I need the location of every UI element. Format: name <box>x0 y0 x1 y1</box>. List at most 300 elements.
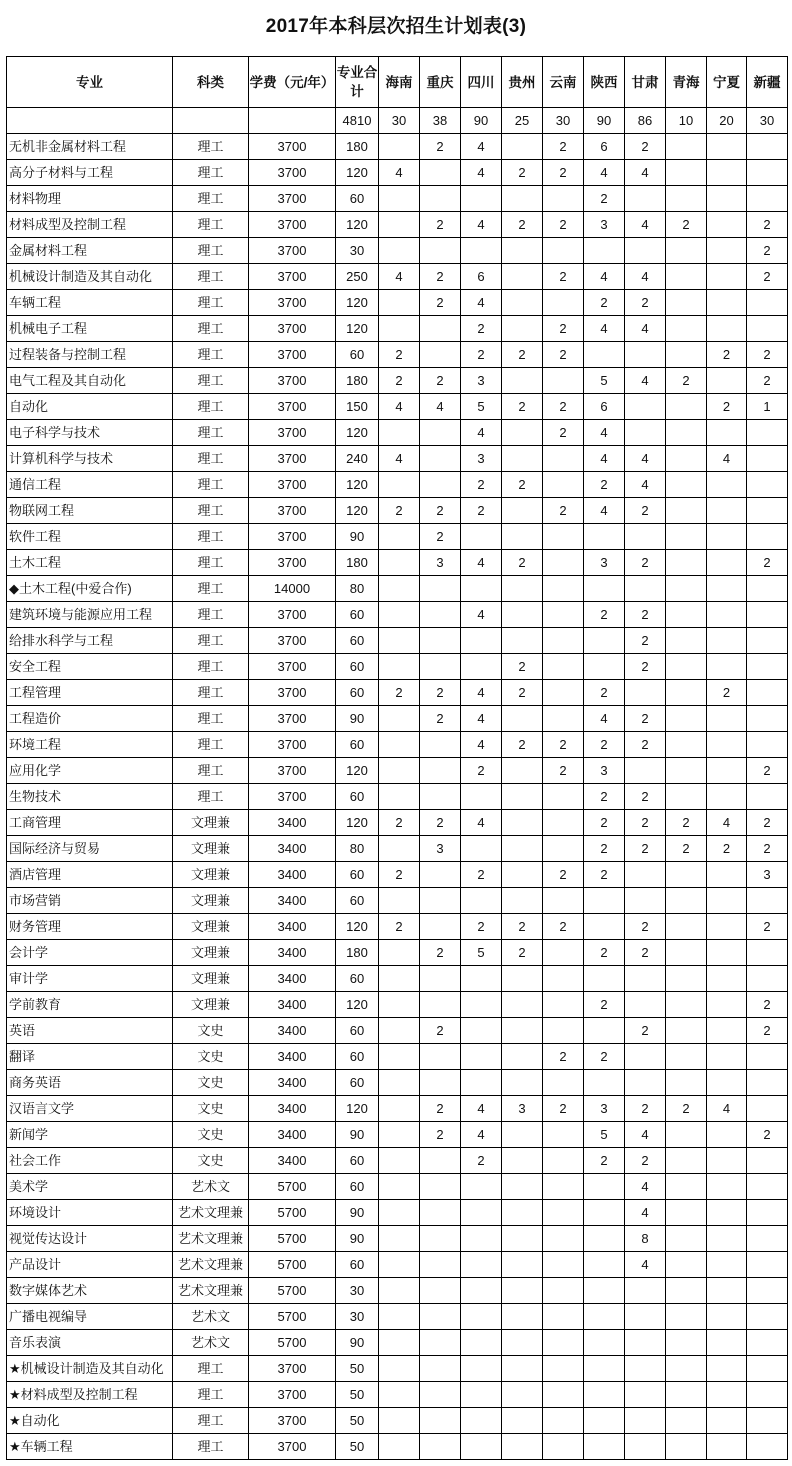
province-cell <box>502 758 543 784</box>
table-row <box>7 576 788 602</box>
fee-cell: 3700 <box>249 446 336 472</box>
province-cell <box>707 472 747 498</box>
province-cell <box>666 914 707 940</box>
major-cell: ◆土木工程(中爱合作) <box>7 576 173 602</box>
province-cell: 2 <box>379 368 420 394</box>
province-cell <box>707 212 747 238</box>
province-cell: 4 <box>461 810 502 836</box>
province-cell <box>420 1304 461 1330</box>
province-cell: 4 <box>461 134 502 160</box>
province-cell <box>461 966 502 992</box>
province-cell <box>666 290 707 316</box>
province-cell: 4 <box>584 160 625 186</box>
province-cell: 2 <box>461 472 502 498</box>
province-cell: 4 <box>584 706 625 732</box>
province-cell <box>625 342 666 368</box>
major-cell: 酒店管理 <box>7 862 173 888</box>
fee-cell: 3700 <box>249 654 336 680</box>
fee-cell: 3700 <box>249 706 336 732</box>
table-row <box>7 1200 788 1226</box>
major-cell: 会计学 <box>7 940 173 966</box>
province-cell <box>420 1330 461 1356</box>
province-cell: 2 <box>461 1148 502 1174</box>
major-cell: 学前教育 <box>7 992 173 1018</box>
province-cell <box>584 342 625 368</box>
total-cell: 180 <box>336 550 379 576</box>
province-cell: 4 <box>379 446 420 472</box>
province-cell: 4 <box>379 160 420 186</box>
province-cell <box>666 238 707 264</box>
category-cell: 文理兼 <box>173 992 249 1018</box>
province-cell <box>379 212 420 238</box>
province-cell: 2 <box>625 836 666 862</box>
province-cell <box>461 1304 502 1330</box>
province-cell: 2 <box>584 862 625 888</box>
header-category: 科类 <box>173 57 249 108</box>
fee-cell: 3700 <box>249 290 336 316</box>
province-cell <box>379 706 420 732</box>
province-cell <box>666 654 707 680</box>
fee-cell: 3700 <box>249 212 336 238</box>
major-cell: 审计学 <box>7 966 173 992</box>
table-row <box>7 862 788 888</box>
province-cell: 2 <box>584 836 625 862</box>
major-cell: 广播电视编导 <box>7 1304 173 1330</box>
province-cell <box>420 1408 461 1434</box>
total-cell: 250 <box>336 264 379 290</box>
fee-cell: 3700 <box>249 1356 336 1382</box>
header-total: 专业合计 <box>336 57 379 108</box>
table-row <box>7 1408 788 1434</box>
province-cell: 6 <box>584 394 625 420</box>
province-cell: 2 <box>502 342 543 368</box>
province-cell <box>543 290 584 316</box>
province-cell <box>747 446 788 472</box>
province-cell <box>502 628 543 654</box>
province-cell <box>379 1174 420 1200</box>
province-cell: 2 <box>502 160 543 186</box>
province-cell: 2 <box>420 264 461 290</box>
province-cell <box>420 446 461 472</box>
province-cell <box>502 1356 543 1382</box>
major-cell: 汉语言文学 <box>7 1096 173 1122</box>
province-cell: 2 <box>584 1044 625 1070</box>
province-cell <box>625 758 666 784</box>
province-cell <box>420 1044 461 1070</box>
province-cell <box>420 186 461 212</box>
province-cell <box>584 1278 625 1304</box>
province-cell: 2 <box>543 758 584 784</box>
province-cell <box>379 732 420 758</box>
province-total: 90 <box>461 108 502 134</box>
province-cell <box>543 1122 584 1148</box>
province-cell: 2 <box>584 784 625 810</box>
province-cell <box>502 1304 543 1330</box>
major-cell: 环境工程 <box>7 732 173 758</box>
fee-cell: 3700 <box>249 420 336 446</box>
total-cell: 120 <box>336 810 379 836</box>
province-cell <box>543 524 584 550</box>
table-row <box>7 160 788 186</box>
major-cell: ★材料成型及控制工程 <box>7 1382 173 1408</box>
province-cell: 2 <box>379 810 420 836</box>
province-cell <box>666 186 707 212</box>
province-cell <box>502 238 543 264</box>
province-cell: 2 <box>420 290 461 316</box>
province-cell <box>666 316 707 342</box>
fee-cell: 3700 <box>249 602 336 628</box>
province-cell: 2 <box>584 472 625 498</box>
province-cell <box>666 888 707 914</box>
province-cell <box>747 472 788 498</box>
category-cell: 文史 <box>173 1148 249 1174</box>
category-cell: 文理兼 <box>173 966 249 992</box>
province-cell <box>584 1174 625 1200</box>
province-cell: 2 <box>420 940 461 966</box>
province-cell <box>502 1070 543 1096</box>
table-row <box>7 628 788 654</box>
province-cell <box>666 1044 707 1070</box>
province-cell <box>543 888 584 914</box>
province-cell <box>747 966 788 992</box>
province-cell <box>420 316 461 342</box>
province-cell <box>379 1304 420 1330</box>
province-cell <box>747 1174 788 1200</box>
province-cell <box>584 628 625 654</box>
total-cell: 80 <box>336 576 379 602</box>
total-cell: 30 <box>336 1278 379 1304</box>
header-row <box>7 57 788 108</box>
province-cell: 4 <box>625 1200 666 1226</box>
province-cell <box>379 1408 420 1434</box>
province-cell <box>502 1434 543 1460</box>
fee-cell: 5700 <box>249 1304 336 1330</box>
province-cell: 8 <box>625 1226 666 1252</box>
province-cell: 2 <box>625 498 666 524</box>
province-cell: 2 <box>543 1044 584 1070</box>
province-cell <box>707 1018 747 1044</box>
province-cell <box>461 1252 502 1278</box>
province-cell <box>543 810 584 836</box>
province-cell <box>420 1252 461 1278</box>
header-province: 贵州 <box>502 57 543 108</box>
province-cell <box>461 1018 502 1044</box>
province-cell: 4 <box>625 472 666 498</box>
province-cell <box>747 134 788 160</box>
category-cell: 理工 <box>173 1408 249 1434</box>
province-cell <box>502 524 543 550</box>
province-cell: 2 <box>543 914 584 940</box>
total-cell: 120 <box>336 1096 379 1122</box>
province-cell <box>461 1408 502 1434</box>
table-row <box>7 472 788 498</box>
province-cell <box>420 1226 461 1252</box>
province-cell <box>666 732 707 758</box>
province-cell <box>543 1382 584 1408</box>
major-cell: 翻译 <box>7 1044 173 1070</box>
province-cell: 4 <box>707 1096 747 1122</box>
category-cell: 文理兼 <box>173 888 249 914</box>
province-cell: 2 <box>543 134 584 160</box>
header-province: 海南 <box>379 57 420 108</box>
province-cell <box>707 160 747 186</box>
province-cell: 4 <box>625 1174 666 1200</box>
page-title: 2017年本科层次招生计划表(3) <box>265 16 527 37</box>
province-cell <box>379 524 420 550</box>
total-cell: 90 <box>336 1122 379 1148</box>
province-cell <box>461 1278 502 1304</box>
province-cell <box>625 1044 666 1070</box>
province-cell <box>379 576 420 602</box>
province-cell <box>502 368 543 394</box>
province-cell: 3 <box>584 212 625 238</box>
province-cell <box>543 628 584 654</box>
province-cell: 2 <box>747 212 788 238</box>
total-cell: 150 <box>336 394 379 420</box>
province-cell <box>543 1200 584 1226</box>
province-cell: 2 <box>502 550 543 576</box>
province-cell <box>543 1252 584 1278</box>
province-cell: 2 <box>747 368 788 394</box>
major-cell: 工程管理 <box>7 680 173 706</box>
province-cell <box>625 966 666 992</box>
province-cell <box>379 940 420 966</box>
province-cell <box>543 446 584 472</box>
province-cell <box>666 1408 707 1434</box>
category-cell: 理工 <box>173 134 249 160</box>
province-cell <box>502 1226 543 1252</box>
table-row <box>7 524 788 550</box>
province-cell <box>420 342 461 368</box>
province-cell: 2 <box>625 732 666 758</box>
province-cell <box>666 420 707 446</box>
totals-row <box>7 108 788 134</box>
province-cell <box>747 1304 788 1330</box>
total-cell: 50 <box>336 1382 379 1408</box>
category-cell: 理工 <box>173 290 249 316</box>
province-cell: 2 <box>420 498 461 524</box>
province-cell <box>502 862 543 888</box>
province-cell <box>461 836 502 862</box>
total-cell: 120 <box>336 212 379 238</box>
province-cell: 2 <box>625 134 666 160</box>
province-cell: 3 <box>584 1096 625 1122</box>
province-cell: 2 <box>420 368 461 394</box>
table-row <box>7 914 788 940</box>
province-cell: 4 <box>420 394 461 420</box>
province-cell: 2 <box>625 784 666 810</box>
province-cell: 2 <box>502 732 543 758</box>
province-cell: 3 <box>502 1096 543 1122</box>
province-cell: 2 <box>584 1148 625 1174</box>
province-cell: 4 <box>625 446 666 472</box>
province-cell <box>502 810 543 836</box>
province-cell <box>543 706 584 732</box>
province-cell: 2 <box>747 342 788 368</box>
header-province: 新疆 <box>747 57 788 108</box>
table-row <box>7 1434 788 1460</box>
header-province: 陕西 <box>584 57 625 108</box>
major-cell: 电子科学与技术 <box>7 420 173 446</box>
province-cell: 2 <box>379 680 420 706</box>
province-cell <box>461 238 502 264</box>
province-cell <box>420 862 461 888</box>
total-cell: 60 <box>336 862 379 888</box>
province-cell <box>461 1356 502 1382</box>
province-cell <box>707 1356 747 1382</box>
province-cell: 2 <box>625 602 666 628</box>
province-cell <box>379 888 420 914</box>
province-cell: 2 <box>707 394 747 420</box>
province-cell <box>707 524 747 550</box>
province-cell <box>707 758 747 784</box>
province-cell <box>666 264 707 290</box>
province-cell <box>707 966 747 992</box>
total-cell: 30 <box>336 1304 379 1330</box>
province-cell: 2 <box>543 342 584 368</box>
province-cell: 2 <box>502 472 543 498</box>
province-cell <box>420 1278 461 1304</box>
province-cell <box>379 836 420 862</box>
category-cell: 理工 <box>173 706 249 732</box>
province-cell <box>666 966 707 992</box>
province-cell: 2 <box>461 914 502 940</box>
province-cell <box>707 1382 747 1408</box>
total-cell: 60 <box>336 186 379 212</box>
category-cell: 理工 <box>173 576 249 602</box>
grand-total: 4810 <box>336 108 379 134</box>
province-cell <box>502 134 543 160</box>
province-cell <box>747 1200 788 1226</box>
province-total: 30 <box>747 108 788 134</box>
fee-cell: 3400 <box>249 992 336 1018</box>
major-cell: 新闻学 <box>7 1122 173 1148</box>
province-cell <box>747 784 788 810</box>
province-cell <box>379 784 420 810</box>
province-cell: 2 <box>420 212 461 238</box>
table-row <box>7 290 788 316</box>
category-cell: 艺术文 <box>173 1174 249 1200</box>
province-cell <box>543 836 584 862</box>
province-cell <box>584 966 625 992</box>
total-cell: 180 <box>336 940 379 966</box>
category-cell: 理工 <box>173 602 249 628</box>
province-cell <box>625 888 666 914</box>
province-cell: 4 <box>461 732 502 758</box>
province-cell <box>502 186 543 212</box>
province-cell: 4 <box>461 680 502 706</box>
province-cell: 2 <box>747 810 788 836</box>
total-cell: 90 <box>336 1200 379 1226</box>
totals-blank <box>7 108 173 134</box>
province-cell <box>666 342 707 368</box>
province-cell: 4 <box>625 160 666 186</box>
province-cell <box>461 1044 502 1070</box>
fee-cell: 3700 <box>249 368 336 394</box>
category-cell: 理工 <box>173 394 249 420</box>
total-cell: 120 <box>336 758 379 784</box>
province-cell <box>707 628 747 654</box>
province-cell <box>379 628 420 654</box>
province-cell <box>420 472 461 498</box>
province-cell <box>502 1330 543 1356</box>
province-cell: 2 <box>625 914 666 940</box>
province-cell <box>379 238 420 264</box>
province-cell <box>625 992 666 1018</box>
province-cell <box>747 706 788 732</box>
province-cell <box>379 1356 420 1382</box>
province-cell <box>543 368 584 394</box>
province-cell <box>461 1434 502 1460</box>
province-cell <box>461 524 502 550</box>
province-cell <box>707 238 747 264</box>
province-cell <box>543 472 584 498</box>
category-cell: 艺术文 <box>173 1304 249 1330</box>
province-cell: 3 <box>747 862 788 888</box>
province-cell <box>584 1200 625 1226</box>
table-row <box>7 810 788 836</box>
province-cell: 4 <box>584 498 625 524</box>
total-cell: 60 <box>336 966 379 992</box>
fee-cell: 3700 <box>249 758 336 784</box>
fee-cell: 3700 <box>249 732 336 758</box>
province-cell: 2 <box>461 758 502 784</box>
province-cell <box>747 732 788 758</box>
province-cell <box>543 680 584 706</box>
fee-cell: 3700 <box>249 628 336 654</box>
category-cell: 理工 <box>173 1382 249 1408</box>
fee-cell: 3700 <box>249 394 336 420</box>
province-cell <box>461 1330 502 1356</box>
category-cell: 文理兼 <box>173 914 249 940</box>
province-cell <box>666 1278 707 1304</box>
province-cell <box>666 628 707 654</box>
province-cell <box>707 602 747 628</box>
major-cell: 高分子材料与工程 <box>7 160 173 186</box>
major-cell: 通信工程 <box>7 472 173 498</box>
major-cell: 数字媒体艺术 <box>7 1278 173 1304</box>
province-cell <box>502 1382 543 1408</box>
total-cell: 60 <box>336 732 379 758</box>
total-cell: 240 <box>336 446 379 472</box>
province-cell: 2 <box>666 368 707 394</box>
province-cell: 2 <box>747 550 788 576</box>
province-cell <box>666 1252 707 1278</box>
header-fee: 学费（元/年） <box>249 57 336 108</box>
province-cell: 2 <box>747 758 788 784</box>
province-cell <box>666 1148 707 1174</box>
province-cell: 4 <box>379 264 420 290</box>
province-cell <box>543 602 584 628</box>
province-cell <box>747 1408 788 1434</box>
category-cell: 理工 <box>173 550 249 576</box>
province-cell <box>420 1434 461 1460</box>
province-cell <box>666 394 707 420</box>
province-cell <box>543 576 584 602</box>
province-cell <box>420 914 461 940</box>
province-cell: 3 <box>584 550 625 576</box>
table-row <box>7 446 788 472</box>
province-cell <box>379 992 420 1018</box>
table-row <box>7 966 788 992</box>
province-cell: 3 <box>420 550 461 576</box>
category-cell: 理工 <box>173 446 249 472</box>
province-cell: 2 <box>747 238 788 264</box>
province-cell <box>420 238 461 264</box>
province-cell <box>543 1018 584 1044</box>
major-cell: 土木工程 <box>7 550 173 576</box>
province-cell <box>543 1148 584 1174</box>
